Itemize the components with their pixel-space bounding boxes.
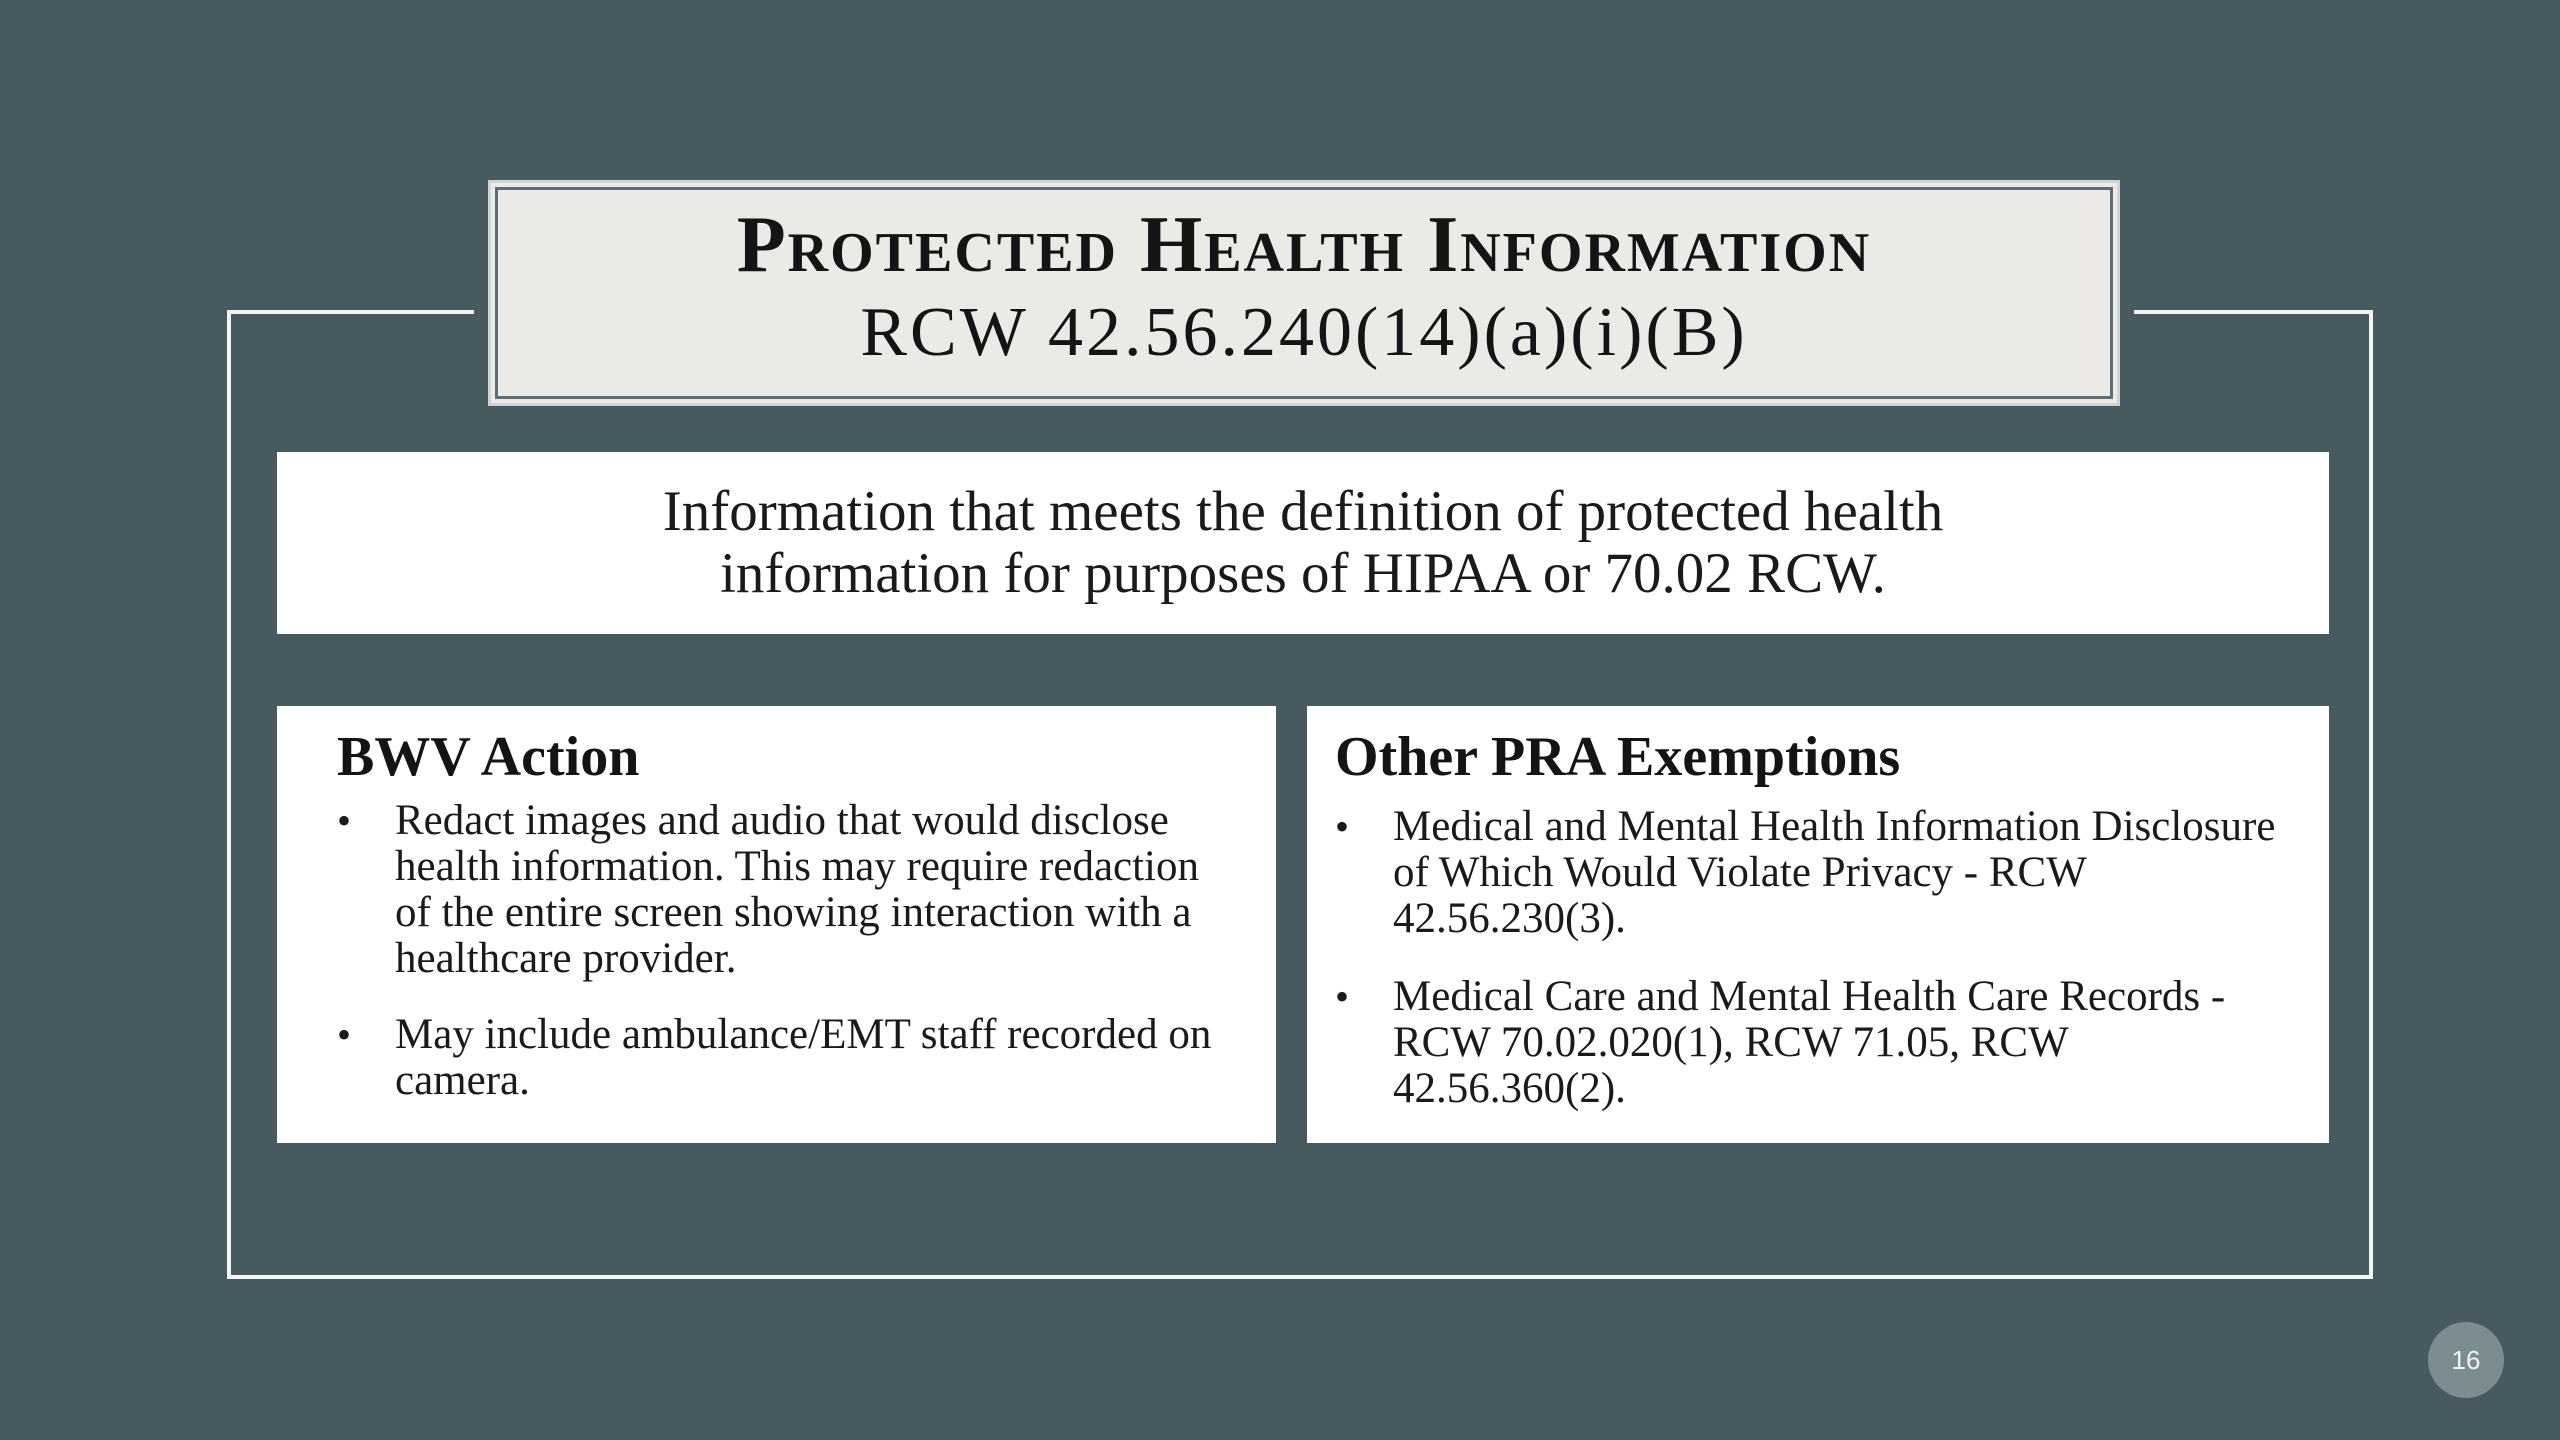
bullet-icon: •	[337, 1012, 352, 1057]
bwv-action-list	[337, 798, 1240, 1104]
list-item	[1335, 804, 2299, 942]
list-item-text: Medical and Mental Health Information Disclosure of Which Would Violate Privacy - RCW 42.56.230(3).	[1393, 803, 2276, 942]
bwv-action-heading: BWV Action	[337, 726, 640, 788]
other-pra-exemptions-list	[1335, 804, 2299, 1112]
bullet-icon: •	[1335, 974, 1350, 1019]
list-item	[337, 1012, 1240, 1104]
bullet-icon: •	[1335, 804, 1350, 849]
definition-box	[277, 452, 2329, 634]
list-item-text: Medical Care and Mental Health Care Records - RCW 70.02.020(1), RCW 71.05, RCW 42.56.360(2).	[1393, 973, 2226, 1112]
list-item	[337, 798, 1240, 982]
slide-title: Protected Health Information	[736, 201, 1872, 289]
slide-subtitle: RCW 42.56.240(14)(a)(i)(B)	[860, 294, 1748, 371]
page-number-badge: 16	[2428, 1322, 2504, 1398]
list-item	[1335, 974, 2299, 1112]
list-item-text: Redact images and audio that would disclose health information. This may require redaction of the entire screen showing interaction with a healthcare provider.	[395, 797, 1200, 982]
list-item-text: May include ambulance/EMT staff recorded on camera.	[395, 1011, 1212, 1104]
title-box	[488, 180, 2120, 406]
other-pra-exemptions-panel	[1307, 706, 2329, 1143]
bwv-action-panel	[277, 706, 1276, 1143]
other-pra-exemptions-heading: Other PRA Exemptions	[1335, 726, 1901, 788]
bullet-icon: •	[337, 798, 352, 843]
definition-text: Information that meets the definition of protected health information for purposes of HIPAA or 70.02 RCW.	[662, 480, 1944, 605]
